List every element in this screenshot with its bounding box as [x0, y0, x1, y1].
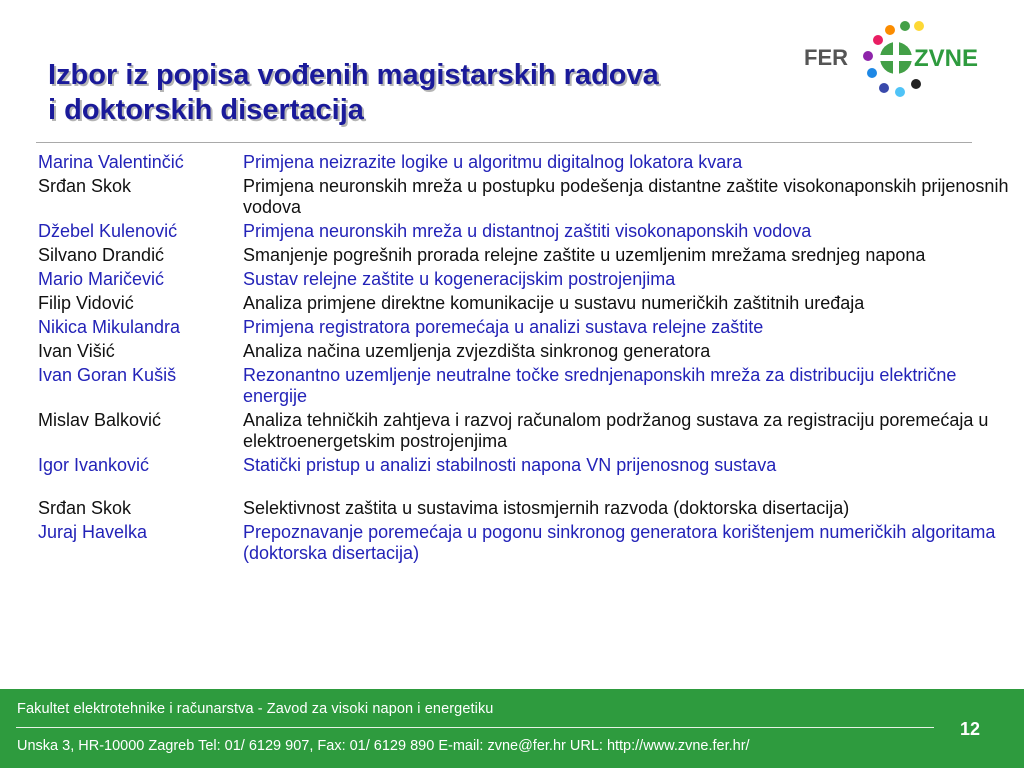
list-item — [38, 522, 1018, 564]
author-name: Srđan Skok — [38, 498, 132, 518]
thesis-title: Selektivnost zaštita u sustavima istosmjernih razvoda (doktorska disertacija) — [243, 498, 850, 518]
title-line-2: i doktorskih disertacija — [48, 94, 364, 126]
footer-divider — [16, 727, 934, 728]
thesis-list — [38, 152, 1018, 567]
list-item — [38, 410, 1018, 452]
author-name: Nikica Mikulandra — [38, 317, 181, 337]
list-item — [38, 293, 1018, 314]
list-item — [38, 245, 1018, 266]
author-name: Ivan Višić — [38, 341, 115, 361]
author-name: Juraj Havelka — [38, 522, 148, 542]
list-item — [38, 365, 1018, 407]
list-item — [38, 269, 1018, 290]
list-item — [38, 317, 1018, 338]
footer — [0, 689, 1024, 768]
title-divider — [36, 142, 972, 143]
page-number: 12 — [960, 719, 981, 739]
author-name: Marina Valentinčić — [38, 152, 184, 172]
thesis-title: Primjena registratora poremećaja u analizi sustava relejne zaštite — [243, 317, 764, 337]
footer-institution: Fakultet elektrotehnike i računarstva - Zavod za visoki napon i energetiku — [17, 701, 494, 717]
fer-zvne-logo — [800, 18, 1005, 100]
author-name: Ivan Goran Kušiš — [38, 365, 177, 385]
list-item — [38, 221, 1018, 242]
logo-zvne-text: ZVNE — [914, 45, 979, 72]
author-name: Mario Maričević — [38, 269, 165, 289]
thesis-title: Analiza načina uzemljenja zvjezdišta sinkronog generatora — [243, 341, 711, 361]
author-name: Džebel Kulenović — [38, 221, 178, 241]
list-item — [38, 455, 1018, 476]
title-line-1: Izbor iz popisa vođenih magistarskih radova — [48, 59, 659, 91]
slide-title — [48, 58, 788, 128]
author-name: Mislav Balković — [38, 410, 162, 430]
list-item — [38, 176, 1018, 218]
list-item — [38, 341, 1018, 362]
author-name: Silvano Drandić — [38, 245, 165, 265]
thesis-title: Rezonantno uzemljenje neutralne točke srednjenaponskih mreža za distribuciju električne energije — [243, 365, 957, 406]
thesis-title: Analiza tehničkih zahtjeva i razvoj računalom podržanog sustava za registraciju poremećaja u elektroenergetskim postrojenjima — [243, 410, 989, 451]
thesis-title: Smanjenje pogrešnih prorada relejne zaštite u uzemljenim mrežama srednjeg napona — [243, 245, 926, 265]
thesis-title: Prepoznavanje poremećaja u pogonu sinkronog generatora korištenjem numeričkih algoritama (doktorska disertacija) — [243, 522, 996, 563]
logo-graphic — [800, 18, 1005, 100]
author-name: Filip Vidović — [38, 293, 134, 313]
thesis-title: Primjena neuronskih mreža u postupku podešenja distantne zaštite visokonaponskih prijenosnih vodova — [243, 176, 1009, 217]
list-item — [38, 152, 1018, 173]
author-name: Srđan Skok — [38, 176, 132, 196]
footer-contact: Unska 3, HR-10000 Zagreb Tel: 01/ 6129 907, Fax: 01/ 6129 890 E-mail: zvne@fer.hr URL: http://www.zvne.fer.hr/ — [17, 738, 750, 754]
thesis-title: Primjena neizrazite logike u algoritmu digitalnog lokatora kvara — [243, 152, 743, 172]
list-item — [38, 498, 1018, 519]
thesis-title: Analiza primjene direktne komunikacije u sustavu numeričkih zaštitnih uređaja — [243, 293, 865, 313]
thesis-title: Primjena neuronskih mreža u distantnoj zaštiti visokonaponskih vodova — [243, 221, 812, 241]
logo-fer-text: FER — [804, 45, 848, 70]
author-name: Igor Ivanković — [38, 455, 150, 475]
thesis-title: Statički pristup u analizi stabilnosti napona VN prijenosnog sustava — [243, 455, 777, 475]
thesis-title: Sustav relejne zaštite u kogeneracijskim postrojenjima — [243, 269, 676, 289]
